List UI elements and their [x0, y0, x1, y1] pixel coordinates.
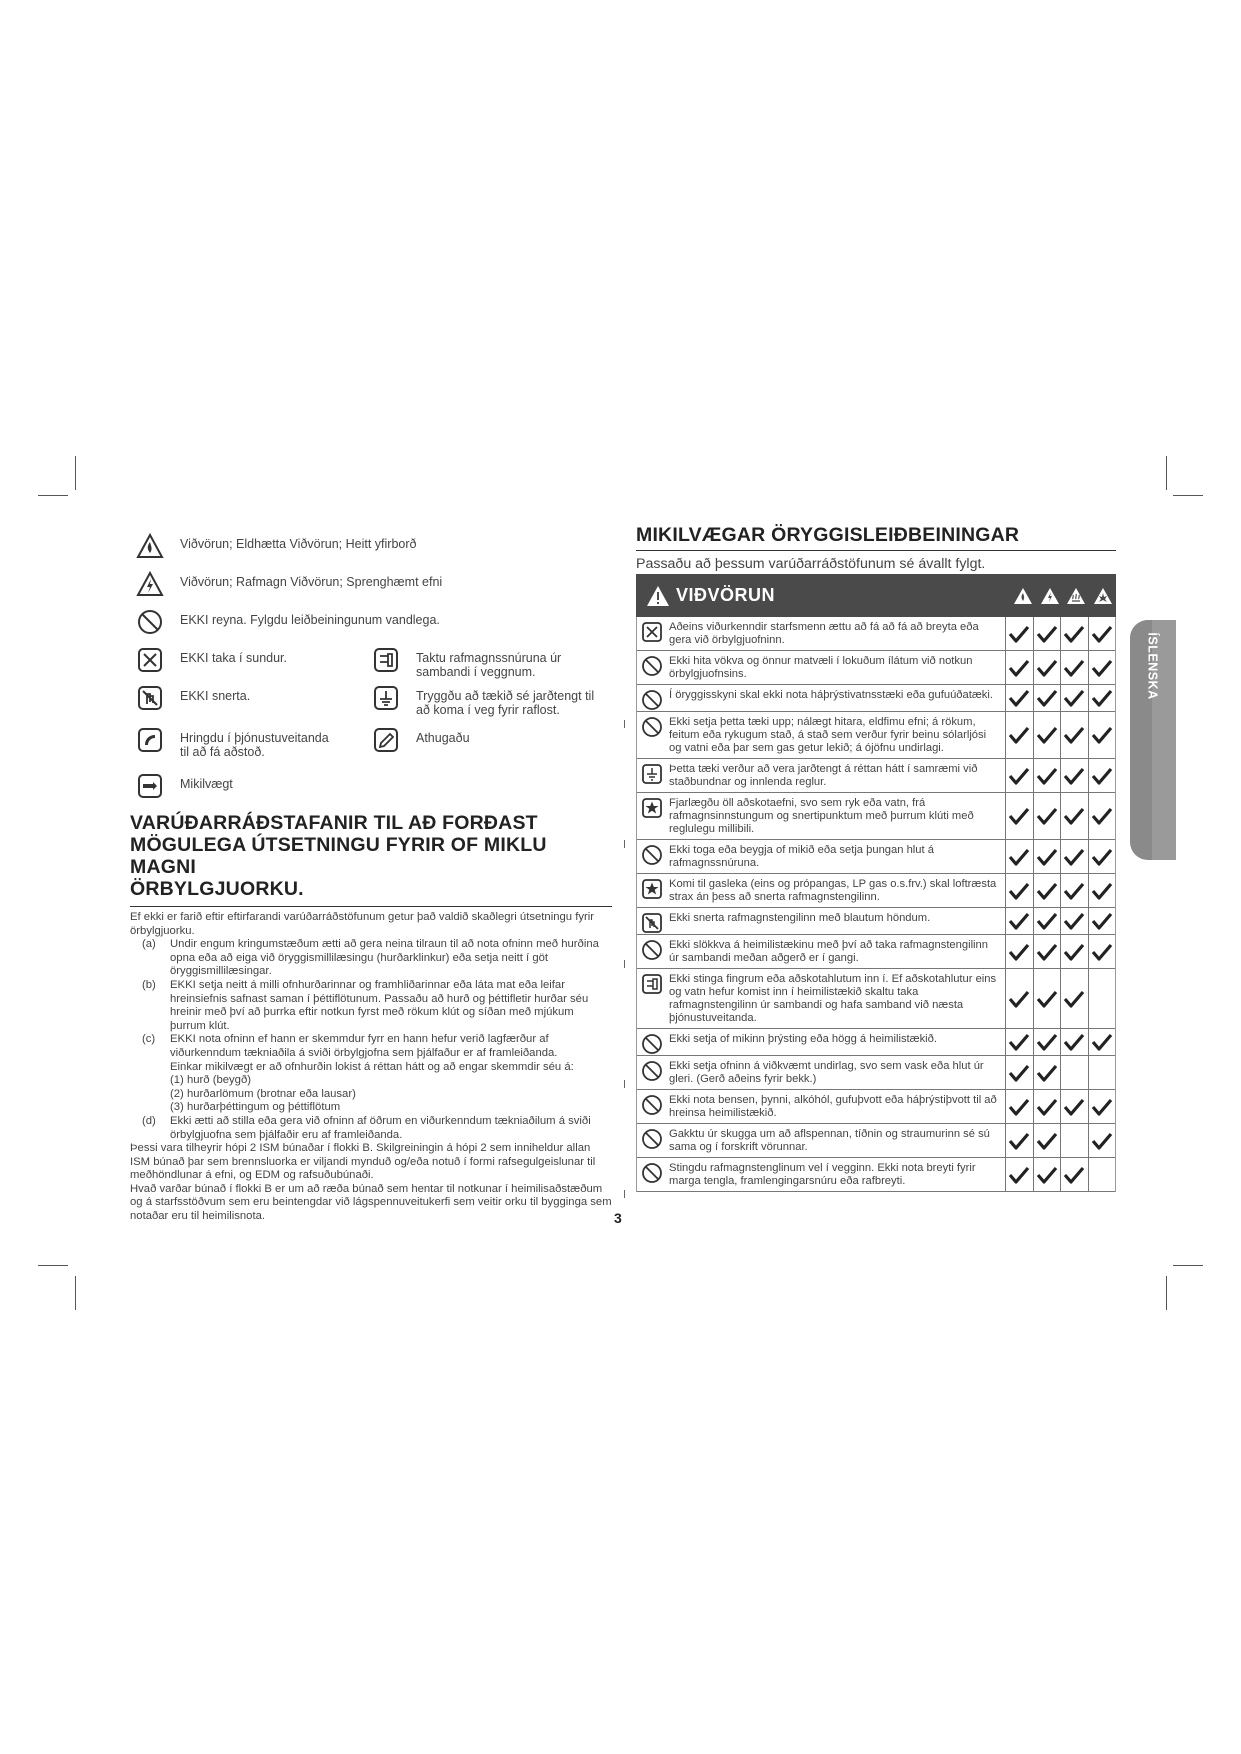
check-icon [1091, 1033, 1113, 1051]
check-cell [1005, 969, 1033, 1028]
prohibited-icon [637, 1124, 667, 1157]
check-icon [1008, 990, 1030, 1008]
no-disassemble-icon [136, 646, 164, 674]
warning-row [637, 617, 1115, 651]
check-cell [1005, 712, 1033, 758]
check-icon [1063, 767, 1085, 785]
unplug-icon [372, 646, 400, 674]
check-cell [1088, 908, 1116, 934]
check-cell [1005, 759, 1033, 792]
crop-mark [1166, 1276, 1167, 1310]
legend-text: Hringdu í þjónustuveitanda til að fá aðstoð. [180, 731, 329, 759]
warning-row [637, 840, 1115, 874]
check-cell [1005, 908, 1033, 934]
prohibited-icon [637, 1029, 667, 1055]
legend-item [372, 726, 612, 754]
prohibited-icon [136, 608, 164, 636]
crop-mark [1173, 495, 1203, 496]
check-icon [1063, 1166, 1085, 1184]
check-cell [1060, 793, 1088, 839]
no-disassemble-icon [637, 617, 667, 650]
crop-mark [38, 495, 68, 496]
warning-text: Ekki stinga fingrum eða aðskotahlutum inn í. Ef aðskotahlutur eins og vatn hefur komist inn í heimilistækið skaltu taka rafmagnstengilinn úr sambandi og hafa samband við næsta þjónustuveitanda. [669, 973, 997, 1024]
check-icon [1091, 1098, 1113, 1116]
legend-text: Viðvörun; Eldhætta Viðvörun; Heitt yfirborð [180, 537, 417, 551]
check-icon [1008, 1132, 1030, 1150]
check-icon [1063, 1098, 1085, 1116]
electric-warning-icon [136, 570, 164, 598]
check-icon [1063, 1033, 1085, 1051]
check-icon [1091, 807, 1113, 825]
legend-item [136, 570, 556, 598]
section-body [130, 911, 612, 1224]
unplug-icon [637, 969, 667, 1028]
warning-row [637, 685, 1115, 712]
warning-triangle-icon [646, 585, 670, 607]
warning-text: Ekki setja of mikinn þrýsting eða högg á heimilistækið. [669, 1033, 938, 1045]
check-icon [1063, 726, 1085, 744]
check-icon [1091, 882, 1113, 900]
check-icon [1036, 625, 1058, 643]
warning-row [637, 1158, 1115, 1192]
warning-row [637, 1029, 1115, 1056]
note-icon [372, 726, 400, 754]
legend-text: EKKI snerta. [180, 689, 251, 703]
check-cell [1005, 1090, 1033, 1123]
check-cell [1005, 617, 1033, 650]
section-heading [130, 812, 612, 907]
hazard-columns [1010, 574, 1116, 617]
warning-text: Ekki slökkva á heimilistækinu með því að taka rafmagnstengilinn úr sambandi meðan aðgerð er í gangi. [669, 939, 988, 964]
check-cell [1033, 874, 1061, 907]
check-cell [1060, 651, 1088, 684]
check-icon [1036, 726, 1058, 744]
fire-warning-icon [1010, 574, 1037, 617]
crop-mark [75, 1276, 76, 1310]
check-icon [1008, 689, 1030, 707]
list-item: (b) EKKI setja neitt á milli ofnhurðarinnar og framhliðarinnar eða láta mat eða leifar hreinsiefnis safnast saman í þéttiflötunum. Passaðu að hurð og þéttifletir hurðar séu hreinir með því að þurrka eftir notkun fyrst með rökum klút og síðan með mjúkum þurrum klút. [142, 978, 589, 1032]
warning-row [637, 969, 1115, 1029]
warning-text: Ekki hita vökva og önnur matvæli í lokuðum ílátum við notkun örbylgjuofnsins. [669, 655, 973, 680]
sub-item: (1) hurð (beygð) [170, 1074, 251, 1087]
check-cell [1060, 874, 1088, 907]
check-cell [1088, 759, 1116, 792]
check-icon [1036, 689, 1058, 707]
check-icon [1008, 807, 1030, 825]
warning-text: Komi til gasleka (eins og própangas, LP gas o.s.frv.) skal loftræsta strax án þess að snerta rafmagnstengilinn. [669, 878, 997, 903]
check-cell [1088, 1090, 1116, 1123]
check-cell [1033, 908, 1061, 934]
star-icon [637, 793, 667, 839]
page-number: 3 [614, 1210, 622, 1226]
legend-text: Tryggðu að tækið sé jarðtengt til að koma í veg fyrir raflost. [416, 689, 595, 717]
warning-row [637, 874, 1115, 908]
check-icon [1036, 659, 1058, 677]
paragraph: Þessi vara tilheyrir hópi 2 ISM búnaðar í flokki B. Skilgreiningin á hópi 2 sem inniheldur allan ISM búnað þar sem brennsluorka er viljandi mynduð og/eða notuð í formi rafsegulgeislunar til meðhöndlunar á efni, og EDM og rafsuðubúnaði. [130, 1142, 596, 1182]
warning-text: Ekki setja þetta tæki upp; nálægt hitara, eldfimu efni; á rökum, feitum eða rykugum stað, á stað sem verður fyrir beinu sólarljósi og vatni eða þar sem gas getur lekið; á ójöfnu undirlagi. [669, 716, 987, 754]
crop-mark [1166, 456, 1167, 490]
check-cell [1005, 1029, 1033, 1055]
paragraph: Hvað varðar búnað í flokki B er um að ræða búnað sem hentar til notkunar í heimilisaðstæðum og á starfsstöðvum sem eru beintengdar við lágspennuveitukerfi sem veitir orku til bygginga sem notaðar eru til heimilisnota. [130, 1182, 612, 1223]
check-icon [1091, 912, 1113, 930]
legend-text: EKKI taka í sundur. [180, 651, 288, 665]
check-icon [1063, 848, 1085, 866]
check-icon [1091, 848, 1113, 866]
check-cell [1088, 1124, 1116, 1157]
heading-line: MÖGULEGA ÚTSETNINGU FYRIR OF MIKLU MAGNI [130, 834, 547, 878]
check-cell [1033, 1029, 1061, 1055]
empty-cell [1088, 969, 1116, 1028]
warning-text: Fjarlægðu öll aðskotaefni, svo sem ryk eða vatn, frá rafmagnsinnstungum og snertipunktum með þurrum klúti með reglulegu millibili. [669, 797, 974, 835]
legend-item [136, 684, 356, 712]
check-icon [1036, 882, 1058, 900]
check-cell [1005, 935, 1033, 968]
check-icon [1008, 767, 1030, 785]
empty-cell [1060, 1056, 1088, 1089]
check-icon [1091, 943, 1113, 961]
prohibited-icon [637, 712, 667, 758]
check-icon [1008, 848, 1030, 866]
check-icon [1036, 767, 1058, 785]
check-cell [1088, 874, 1116, 907]
check-icon [1091, 1132, 1113, 1150]
check-icon [1008, 882, 1030, 900]
check-cell [1033, 712, 1061, 758]
check-cell [1088, 935, 1116, 968]
prohibited-icon [637, 685, 667, 711]
fire-warning-icon [136, 532, 164, 560]
check-icon [1008, 1064, 1030, 1082]
prohibited-icon [637, 651, 667, 684]
crop-mark [1173, 1265, 1203, 1266]
warning-row [637, 1090, 1115, 1124]
check-cell [1060, 1158, 1088, 1191]
check-cell [1005, 685, 1033, 711]
check-cell [1088, 1029, 1116, 1055]
check-cell [1005, 793, 1033, 839]
check-cell [1088, 617, 1116, 650]
legend-item [136, 608, 556, 636]
check-icon [1036, 1064, 1058, 1082]
section-heading: MIKILVÆGAR ÖRYGGISLEIÐBEININGAR [636, 524, 1116, 551]
warning-text: Gakktu úr skugga um að aflspennan, tíðnin og straumurinn sé sú sama og í forskrift vörunnar. [669, 1128, 990, 1153]
empty-cell [1060, 1124, 1088, 1157]
language-tab[interactable] [1130, 620, 1176, 860]
check-cell [1033, 969, 1061, 1028]
check-cell [1088, 651, 1116, 684]
check-icon [1091, 689, 1113, 707]
sub-item: (2) hurðarlömum (brotnar eða lausar) [170, 1087, 356, 1100]
microwave-exposure-section [130, 812, 612, 1224]
explosive-icon [1090, 574, 1117, 617]
check-icon [1063, 689, 1085, 707]
check-icon [1063, 625, 1085, 643]
check-icon [1008, 1098, 1030, 1116]
check-icon [1063, 807, 1085, 825]
check-cell [1060, 935, 1088, 968]
check-cell [1033, 1124, 1061, 1157]
check-cell [1060, 685, 1088, 711]
check-icon [1008, 1166, 1030, 1184]
check-icon [1063, 912, 1085, 930]
check-cell [1060, 1029, 1088, 1055]
column-divider [624, 720, 625, 1200]
check-icon [1008, 912, 1030, 930]
list-item: (d) Ekki ætti að stilla eða gera við ofninn af öðrum en viðurkenndum tækniaðilum á sviði örbylgjuofna sem þjálfaðir eru af framleiðanda. [142, 1114, 591, 1141]
legend-text: EKKI reyna. Fylgdu leiðbeiningunum vandlega. [180, 613, 440, 627]
check-icon [1036, 943, 1058, 961]
check-icon [1008, 943, 1030, 961]
check-cell [1033, 1056, 1061, 1089]
check-icon [1063, 882, 1085, 900]
prohibited-icon [637, 1090, 667, 1123]
important-hand-icon [136, 772, 164, 800]
legend-text: Mikilvægt [180, 777, 233, 791]
phone-icon [136, 726, 164, 754]
warning-table [636, 574, 1116, 1192]
list-item-note: Einkar mikilvægt er að ofnhurðin lokist á réttan hátt og að engar skemmdir séu á: [170, 1060, 574, 1073]
warning-text: Ekki setja ofninn á viðkvæmt undirlag, svo sem vask eða hlut úr gleri. (Gerð aðeins fyrir bekk.) [669, 1060, 984, 1085]
ground-icon [637, 759, 667, 792]
prohibited-icon [637, 935, 667, 968]
warning-row [637, 712, 1115, 759]
intro-paragraph: Ef ekki er farið eftir eftirfarandi varúðarráðstöfunum getur það valdið skaðlegri útsetningu fyrir örbylgjuorku. [130, 911, 595, 937]
heading-line: VARÚÐARRÁÐSTAFANIR TIL AÐ FORÐAST [130, 812, 538, 834]
warning-text: Þetta tæki verður að vera jarðtengt á réttan hátt í samræmi við staðbundnar og innlenda reglur. [669, 763, 978, 788]
check-cell [1088, 840, 1116, 873]
check-cell [1005, 840, 1033, 873]
legend-text: Athugaðu [416, 731, 470, 745]
electric-warning-icon [1037, 574, 1064, 617]
check-cell [1033, 651, 1061, 684]
check-icon [1008, 625, 1030, 643]
check-icon [1008, 726, 1030, 744]
star-icon [637, 874, 667, 907]
check-icon [1036, 1132, 1058, 1150]
empty-cell [1088, 1158, 1116, 1191]
legend-text: Viðvörun; Rafmagn Viðvörun; Sprenghæmt efni [180, 575, 443, 589]
check-icon [1063, 990, 1085, 1008]
prohibited-icon [637, 1056, 667, 1089]
check-cell [1033, 759, 1061, 792]
check-cell [1033, 617, 1061, 650]
sub-item: (3) hurðarþéttingum og þéttiflötum [170, 1101, 341, 1114]
no-touch-icon [637, 908, 667, 934]
check-cell [1088, 793, 1116, 839]
prohibited-icon [637, 840, 667, 873]
check-icon [1008, 659, 1030, 677]
warning-row [637, 793, 1115, 840]
check-cell [1005, 1158, 1033, 1191]
warning-rows [636, 617, 1116, 1192]
check-cell [1005, 1124, 1033, 1157]
check-cell [1005, 651, 1033, 684]
check-icon [1063, 659, 1085, 677]
warning-row [637, 651, 1115, 685]
legend-item [372, 684, 612, 717]
warning-row [637, 759, 1115, 793]
check-cell [1060, 969, 1088, 1028]
no-touch-icon [136, 684, 164, 712]
check-icon [1036, 848, 1058, 866]
check-cell [1060, 759, 1088, 792]
check-icon [1036, 1166, 1058, 1184]
crop-mark [38, 1265, 68, 1266]
check-icon [1036, 990, 1058, 1008]
check-cell [1033, 1090, 1061, 1123]
check-icon [1091, 726, 1113, 744]
check-cell [1033, 1158, 1061, 1191]
check-cell [1033, 793, 1061, 839]
legend-item [136, 646, 356, 674]
check-icon [1091, 659, 1113, 677]
warning-text: Ekki nota bensen, þynni, alkóhól, gufuþvott eða háþrýstiþvott til að hreinsa heimilistækið. [669, 1094, 997, 1119]
warning-table-header [636, 574, 1116, 617]
check-icon [1036, 912, 1058, 930]
legend-item [136, 532, 556, 560]
check-cell [1060, 908, 1088, 934]
warning-row [637, 935, 1115, 969]
empty-cell [1088, 1056, 1116, 1089]
warning-text: Í öryggisskyni skal ekki nota háþrýstivatnsstæki eða gufuúðatæki. [669, 689, 993, 701]
warning-row [637, 908, 1115, 935]
warning-text: Aðeins viðurkenndir starfsmenn ættu að fá að fá að breyta eða gera við örbylgjuofninn. [669, 621, 979, 646]
legend-item [136, 726, 356, 759]
heading-line: ÖRBYLGJUORKU. [130, 878, 304, 900]
check-cell [1060, 1090, 1088, 1123]
check-icon [1063, 943, 1085, 961]
section-subtitle: Passaðu að þessum varúðarráðstöfunum sé ávallt fylgt. [636, 556, 986, 572]
warning-title: VIÐVÖRUN [646, 585, 775, 607]
list-item: (c) EKKI nota ofninn ef hann er skemmdur fyrr en hann hefur verið lagfærður af viðurkenndum tækniaðila á sviði örbylgjofna sem þjálfaður er af framleiðanda. [142, 1033, 558, 1059]
check-cell [1033, 685, 1061, 711]
check-cell [1033, 935, 1061, 968]
check-cell [1060, 840, 1088, 873]
check-icon [1036, 1033, 1058, 1051]
check-cell [1005, 1056, 1033, 1089]
check-cell [1060, 617, 1088, 650]
list-item: (a) Undir engum kringumstæðum ætti að gera neina tilraun til að nota ofninn með hurðina opna eða að eiga við öryggismillilæsingu (hurðarklinkur) eða setja neitt í göt öryggismillilæsingar. [142, 938, 599, 978]
legend-item [136, 772, 356, 800]
check-cell [1005, 874, 1033, 907]
crop-mark [75, 456, 76, 490]
check-icon [1036, 1098, 1058, 1116]
prohibited-icon [637, 1158, 667, 1191]
safety-instructions-section [636, 524, 1116, 1187]
hot-surface-icon [1063, 574, 1090, 617]
check-cell [1033, 840, 1061, 873]
warning-text: Stingdu rafmagnstenglinum vel í vegginn. Ekki nota breyti fyrir marga tengla, framlengingarsnúru eða rafbreyti. [669, 1162, 976, 1187]
check-cell [1088, 685, 1116, 711]
check-icon [1036, 807, 1058, 825]
check-icon [1008, 1033, 1030, 1051]
check-icon [1091, 625, 1113, 643]
warning-text: Ekki snerta rafmagnstengilinn með blautum höndum. [669, 912, 931, 924]
ground-icon [372, 684, 400, 712]
warning-row [637, 1056, 1115, 1090]
check-cell [1088, 712, 1116, 758]
warning-row [637, 1124, 1115, 1158]
warning-text: Ekki toga eða beygja of mikið eða setja þungan hlut á rafmagnssnúruna. [669, 844, 934, 869]
language-label: ÍSLENSKA [1146, 632, 1161, 700]
legend-text: Taktu rafmagnssnúruna úr sambandi í veggnum. [416, 651, 562, 679]
legend-item [372, 646, 612, 679]
check-icon [1091, 767, 1113, 785]
check-cell [1060, 712, 1088, 758]
